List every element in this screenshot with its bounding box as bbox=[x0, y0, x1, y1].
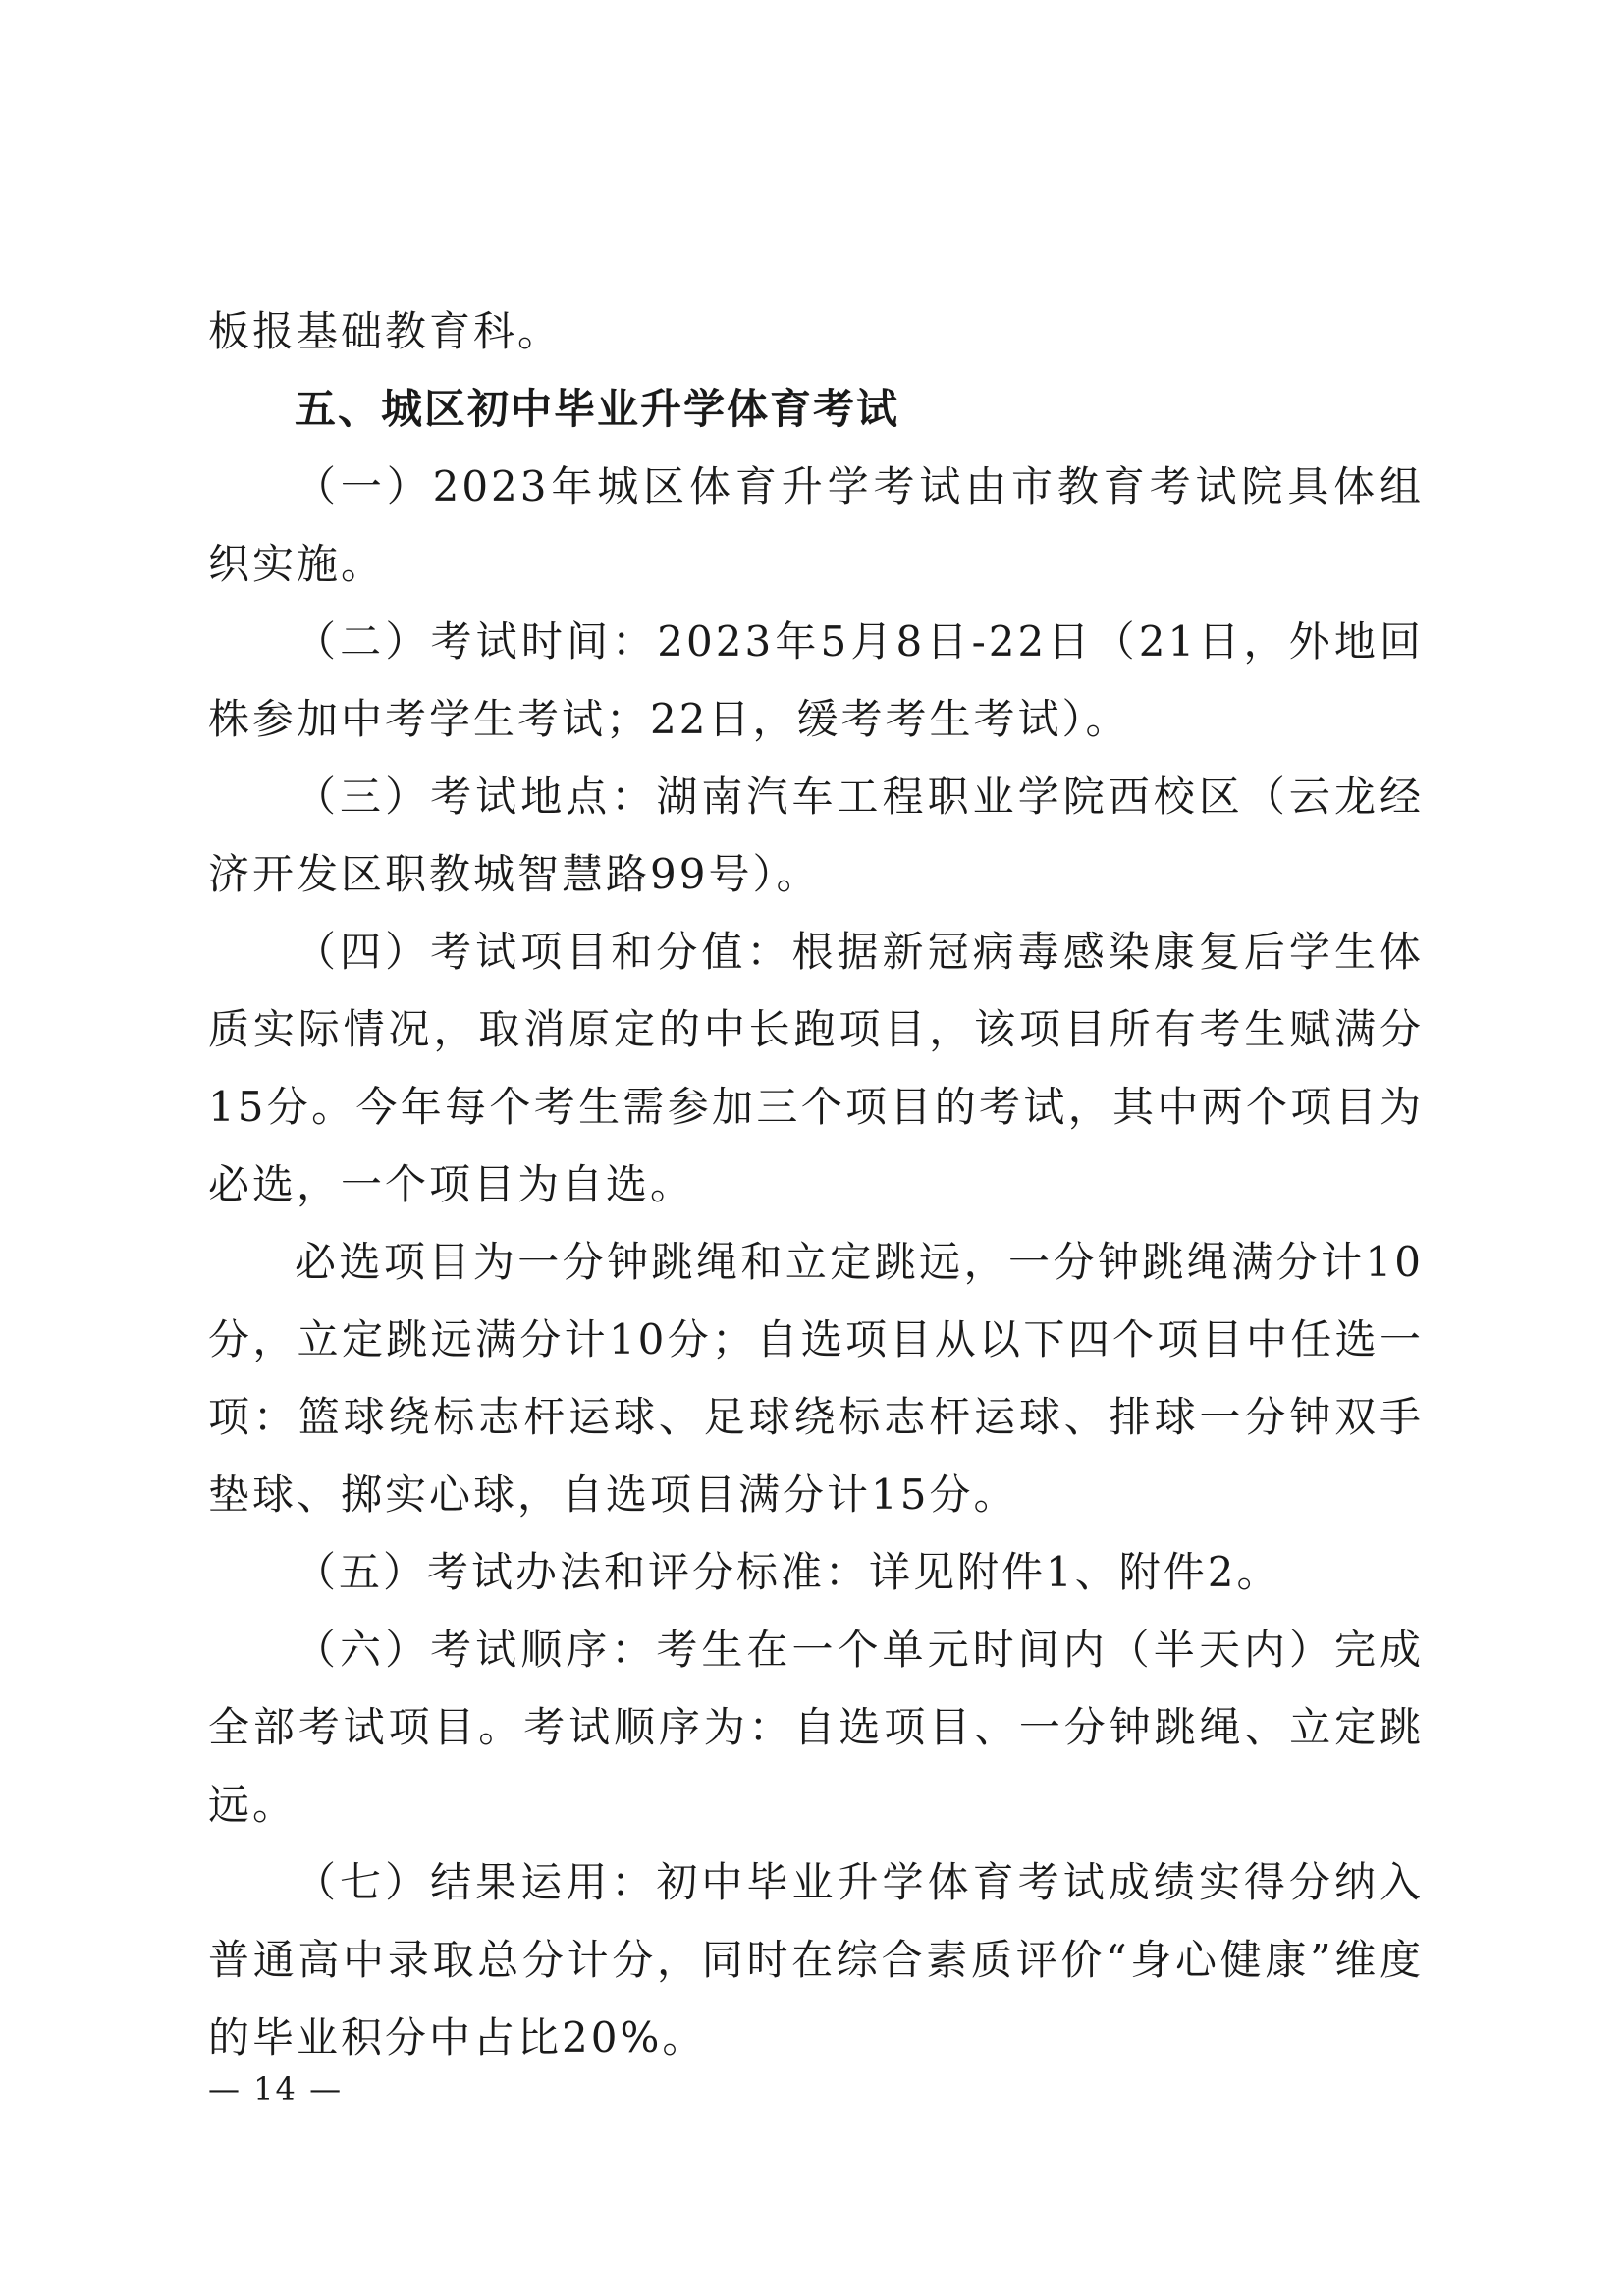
section-heading: 五、城区初中毕业升学体育考试 bbox=[295, 385, 900, 433]
paragraph-required-items: 必选项目为一分钟跳绳和立定跳远，一分钟跳绳满分计10分，立定跳远满分计10分；自选项目从以下四个项目中任选一项：篮球绕标志杆运球、足球绕标志杆运球、排球一分钟双手垫球、掷实心球，自选项目满分计15分。 bbox=[208, 1238, 1424, 1519]
paragraph-continuation: 板报基础教育科。 bbox=[208, 307, 563, 355]
body-text bbox=[208, 293, 1424, 2076]
paragraph-item-7: （七）结果运用：初中毕业升学体育考试成绩实得分纳入普通高中录取总分计分，同时在综合素质评价“身心健康”维度的毕业积分中占比20%。 bbox=[208, 1858, 1424, 2061]
paragraph-item-3: （三）考试地点：湖南汽车工程职业学院西校区（云龙经济开发区职教城智慧路99号）。 bbox=[208, 773, 1424, 898]
paragraph-item-6: （六）考试顺序：考生在一个单元时间内（半天内）完成全部考试项目。考试顺序为：自选项目、一分钟跳绳、立定跳远。 bbox=[208, 1626, 1424, 1829]
paragraph-item-2: （二）考试时间：2023年5月8日-22日（21日，外地回株参加中考学生考试；22日，缓考考生考试）。 bbox=[208, 617, 1424, 743]
paragraph-item-4: （四）考试项目和分值：根据新冠病毒感染康复后学生体质实际情况，取消原定的中长跑项目，该项目所有考生赋满分15分。今年每个考生需参加三个项目的考试，其中两个项目为必选，一个项目为自选。 bbox=[208, 928, 1424, 1208]
paragraph-item-1: （一）2023年城区体育升学考试由市教育考试院具体组织实施。 bbox=[208, 462, 1424, 588]
page-number: — 14 — bbox=[208, 2070, 344, 2108]
paragraph-item-5: （五）考试办法和评分标准：详见附件1、附件2。 bbox=[295, 1548, 1281, 1596]
